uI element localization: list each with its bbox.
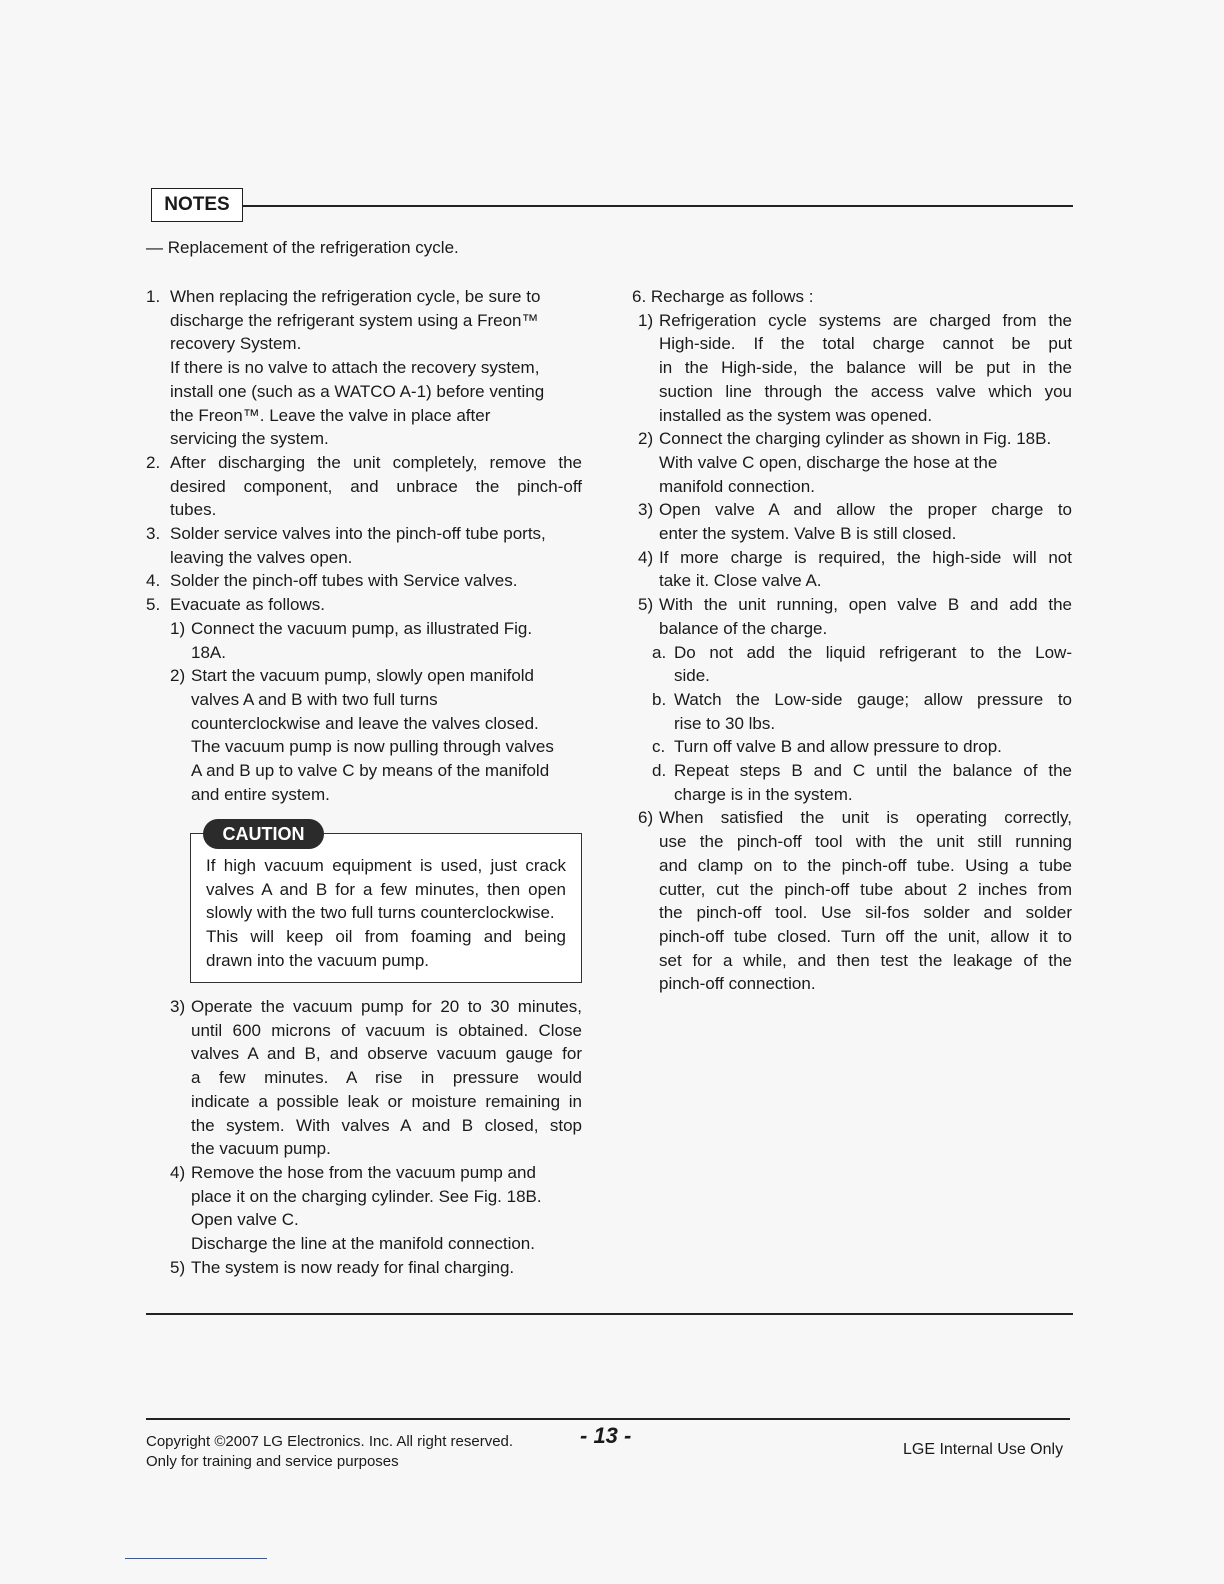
substep-number: 2) xyxy=(638,429,654,449)
text-line: Connect the charging cylinder as shown in Fig. 18B. xyxy=(659,429,1052,449)
substep-number: 1) xyxy=(638,310,654,330)
text-line: pinch-off connection. xyxy=(659,974,816,994)
text-line: use the pinch-off tool with the unit still running xyxy=(659,832,1072,852)
text-line: installed as the system was opened. xyxy=(659,405,933,425)
text-line: the system. With valves A and B closed, stop xyxy=(191,1115,582,1135)
text-line: set for a while, and then test the leakage of the xyxy=(659,950,1072,970)
caution-badge: CAUTION xyxy=(203,819,324,849)
text-line: recovery System. xyxy=(170,334,302,354)
text-line: the vacuum pump. xyxy=(191,1139,331,1159)
left-column-continued xyxy=(146,995,582,1279)
letter-marker: d. xyxy=(652,761,667,781)
text-line: install one (such as a WATCO A-1) before venting xyxy=(170,381,545,401)
text-line: take it. Close valve A. xyxy=(659,571,822,591)
text-line: This will keep oil from foaming and being xyxy=(206,927,566,947)
text-line: Do not add the liquid refrigerant to the Low- xyxy=(674,642,1072,662)
text-line: the pinch-off tool. Use sil-fos solder and solder xyxy=(659,903,1072,923)
step-number: 2. xyxy=(146,452,161,472)
text-line: Start the vacuum pump, slowly open manifold xyxy=(191,666,535,686)
recharge-step-3 xyxy=(632,498,1072,545)
substep-number: 3) xyxy=(638,500,654,520)
recharge-step-5 xyxy=(632,593,1072,640)
substep-number: 5) xyxy=(638,595,654,615)
text-line: 18A. xyxy=(191,642,226,662)
text-line: A and B up to valve C by means of the manifold xyxy=(191,761,550,781)
text-line: rise to 30 lbs. xyxy=(674,713,776,733)
substep-1 xyxy=(146,617,582,664)
step-5 xyxy=(146,593,582,617)
text-line: Refrigeration cycle systems are charged from the xyxy=(659,310,1072,330)
corner-underline xyxy=(125,1558,267,1559)
text-line: drawn into the vacuum pump. xyxy=(206,950,430,970)
internal-use-label: LGE Internal Use Only xyxy=(903,1441,1064,1458)
caution-text xyxy=(206,854,566,973)
recharge-step-5d xyxy=(632,759,1072,806)
page-number: - 13 - xyxy=(580,1423,632,1448)
text-line: When replacing the refrigeration cycle, be sure to xyxy=(170,287,541,306)
text-line: a few minutes. A rise in pressure would xyxy=(191,1068,582,1088)
recharge-step-1 xyxy=(632,309,1072,428)
right-column xyxy=(632,285,1072,996)
letter-marker: b. xyxy=(652,689,667,709)
text-line: Remove the hose from the vacuum pump and xyxy=(191,1162,536,1182)
text-line: cutter, cut the pinch-off tube about 2 inches from xyxy=(659,879,1072,899)
text-line: Evacuate as follows. xyxy=(170,595,325,615)
text-line: discharge the refrigerant system using a Freon™ xyxy=(170,310,539,330)
text-line: The system is now ready for final charging. xyxy=(191,1257,515,1277)
recharge-step-2 xyxy=(632,427,1072,498)
text-line: If more charge is required, the high-side will not xyxy=(659,547,1072,567)
header-rule xyxy=(243,205,1073,207)
text-line: When satisfied the unit is operating correctly, xyxy=(659,808,1072,828)
substep-2 xyxy=(146,664,582,806)
text-line: Repeat steps B and C until the balance of the xyxy=(674,761,1072,781)
substep-5 xyxy=(146,1256,582,1280)
text-line: manifold connection. xyxy=(659,476,815,496)
text-line: The vacuum pump is now pulling through valves xyxy=(191,737,554,757)
section-subtitle: — Replacement of the refrigeration cycle. xyxy=(146,238,459,257)
text-line: pinch-off tube closed. Turn off the unit, allow it to xyxy=(659,926,1072,946)
text-line: Open valve A and allow the proper charge to xyxy=(659,500,1072,520)
text-line: side. xyxy=(674,666,710,686)
step-4 xyxy=(146,569,582,593)
text-line: suction line through the access valve which you xyxy=(659,381,1072,401)
copyright-text: Copyright ©2007 LG Electronics. Inc. All right reserved. xyxy=(146,1433,514,1450)
text-line: balance of the charge. xyxy=(659,618,828,638)
text-line: enter the system. Valve B is still closed. xyxy=(659,524,957,544)
text-line: charge is in the system. xyxy=(674,784,853,804)
text-line: slowly with the two full turns counterclockwise. xyxy=(206,903,555,923)
text-line: Watch the Low-side gauge; allow pressure to xyxy=(674,689,1072,709)
text-line: tubes. xyxy=(170,500,217,520)
step-1 xyxy=(146,285,582,451)
substep-number: 6) xyxy=(638,808,654,828)
substep-number: 4) xyxy=(638,547,654,567)
content-bottom-rule xyxy=(146,1313,1073,1315)
text-line: Operate the vacuum pump for 20 to 30 minutes, xyxy=(191,997,582,1016)
substep-number: 1) xyxy=(170,618,186,638)
recharge-step-4 xyxy=(632,546,1072,593)
notes-label: NOTES xyxy=(151,188,243,222)
text-line: Open valve C. xyxy=(191,1210,299,1230)
text-line: place it on the charging cylinder. See Fig. 18B. xyxy=(191,1186,542,1206)
step-number: 4. xyxy=(146,571,161,591)
text-line: Discharge the line at the manifold connection. xyxy=(191,1234,535,1254)
substep-3 xyxy=(146,995,582,1161)
substep-number: 5) xyxy=(170,1257,186,1277)
letter-marker: a. xyxy=(652,642,667,662)
substep-4 xyxy=(146,1161,582,1256)
text-line: desired component, and unbrace the pinch-off xyxy=(170,476,582,496)
text-line: With the unit running, open valve B and add the xyxy=(659,595,1072,615)
left-column xyxy=(146,285,582,806)
text-line: counterclockwise and leave the valves closed. xyxy=(191,713,539,733)
step-number: 1. xyxy=(146,287,161,306)
text-line: and entire system. xyxy=(191,784,330,804)
text-line: valves A and B with two full turns xyxy=(191,689,438,709)
text-line: until 600 microns of vacuum is obtained. Close xyxy=(191,1020,582,1040)
text-line: the Freon™. Leave the valve in place after xyxy=(170,405,491,425)
recharge-step-6 xyxy=(632,806,1072,996)
text-line: in the High-side, the balance will be put in the xyxy=(659,358,1072,378)
substep-number: 3) xyxy=(170,997,186,1016)
text-line: If there is no valve to attach the recovery system, xyxy=(170,358,540,378)
text-line: After discharging the unit completely, remove the xyxy=(170,452,582,472)
step-3 xyxy=(146,522,582,569)
substep-number: 2) xyxy=(170,666,186,686)
text-line: Solder service valves into the pinch-off tube ports, xyxy=(170,524,546,544)
substep-number: 4) xyxy=(170,1162,186,1182)
text-line: High-side. If the total charge cannot be put xyxy=(659,334,1072,354)
step-2 xyxy=(146,451,582,522)
text-line: leaving the valves open. xyxy=(170,547,353,567)
text-line: valves A and B, and observe vacuum gauge for xyxy=(191,1044,582,1064)
text-line: Connect the vacuum pump, as illustrated Fig. xyxy=(191,618,533,638)
text-line: Turn off valve B and allow pressure to drop. xyxy=(674,737,1002,757)
step-number: 3. xyxy=(146,524,161,544)
step-6-heading: 6. Recharge as follows : xyxy=(632,287,814,306)
purpose-text: Only for training and service purposes xyxy=(146,1453,399,1470)
text-line: With valve C open, discharge the hose at the xyxy=(659,452,998,472)
text-line: valves A and B for a few minutes, then open xyxy=(206,879,566,899)
text-line: servicing the system. xyxy=(170,429,329,449)
step-number: 5. xyxy=(146,595,161,615)
text-line: If high vacuum equipment is used, just crack xyxy=(206,856,566,875)
footer-left xyxy=(146,1432,513,1472)
recharge-step-5a xyxy=(632,641,1072,688)
footer-rule xyxy=(146,1418,1070,1420)
recharge-step-5c xyxy=(632,735,1072,759)
letter-marker: c. xyxy=(652,737,666,757)
text-line: indicate a possible leak or moisture remaining in xyxy=(191,1091,582,1111)
text-line: Solder the pinch-off tubes with Service valves. xyxy=(170,571,518,591)
text-line: and clamp on to the pinch-off tube. Using a tube xyxy=(659,855,1072,875)
recharge-step-5b xyxy=(632,688,1072,735)
